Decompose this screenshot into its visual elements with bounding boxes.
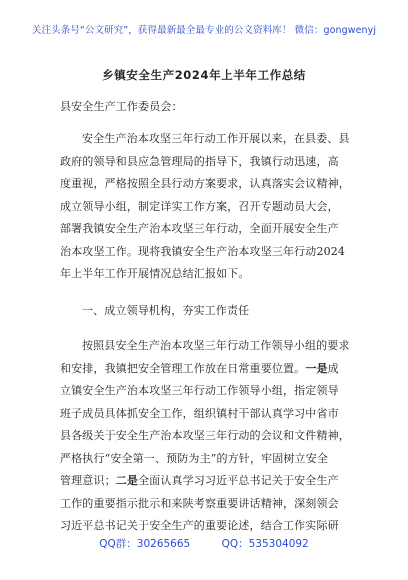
qq-group: QQ群：30265665: [99, 538, 191, 550]
body-line: 班子成员具体抓安全工作，组织镇村干部认真学习中省市: [60, 406, 339, 420]
intro-line: 度重视，严格按照全县行动方案要求，认真落实会议精神，: [60, 177, 350, 190]
body-text: 和安排，我镇把安全管理工作放在日常重要位置。: [60, 361, 306, 375]
body-line: 按照县安全生产治本攻坚三年行动工作领导小组的要求: [82, 339, 350, 352]
body-text: 全面认真学习习近平总书记关于安全生产: [138, 474, 339, 487]
body-text: 成: [327, 361, 339, 375]
qq-number: QQ：535304092: [221, 538, 309, 550]
body-line: [60, 358, 360, 381]
body-text: 管理意识；: [60, 474, 116, 487]
body-line: 立镇安全生产治本攻坚三年行动工作领导小组，指定领导: [60, 384, 339, 397]
intro-paragraph: [60, 128, 360, 286]
bold-marker-two: 二是: [115, 474, 139, 487]
salutation: [60, 96, 360, 119]
notice-text: 关注头条号“公文研究”，获得最新最全最专业的公文资料库！: [31, 25, 292, 36]
footer-contacts: [0, 536, 408, 551]
intro-line: 治本攻坚工作。现将我镇安全生产治本攻坚三年行动2024: [60, 244, 346, 258]
bold-marker-one: 一是: [305, 361, 328, 375]
body-line: [60, 470, 360, 493]
salutation-text: 县安全生产工作委员会：: [60, 100, 183, 113]
section-heading: [60, 300, 360, 323]
body-line: 县各级关于安全生产治本攻坚三年行动的会议和文件精神，: [60, 429, 350, 442]
body-line: 工作的重要指示批示和来陕考察重要讲话精神，深刻领会: [60, 496, 339, 510]
intro-line: 年上半年工作开展情况总结汇报如下。: [60, 267, 250, 280]
document-title: 乡镇安全生产2024年上半年工作总结: [102, 68, 306, 82]
body-line: 严格执行“安全第一、预防为主”的方针，牢固树立安全: [60, 451, 328, 465]
intro-line: 安全生产治本攻坚三年行动工作开展以来，在县委、县: [82, 132, 350, 145]
wechat-text: 微信：gongwenyj: [294, 25, 377, 36]
header-notice: [0, 22, 408, 36]
intro-line: 政府的领导和县应急管理局的指导下，我镇行动迅速，高: [60, 154, 339, 168]
section1-heading: 一、成立领导机构，夯实工作责任: [82, 304, 250, 317]
intro-line: 部署我镇安全生产治本攻坚三年行动，全面开展安全生产: [60, 222, 339, 235]
body-line: 习近平总书记关于安全生产的重要论述，结合工作实际研: [60, 519, 339, 532]
section1-paragraph: [60, 335, 360, 538]
intro-line: 成立领导小组，制定详实工作方案，召开专题动员大会，: [60, 199, 339, 213]
